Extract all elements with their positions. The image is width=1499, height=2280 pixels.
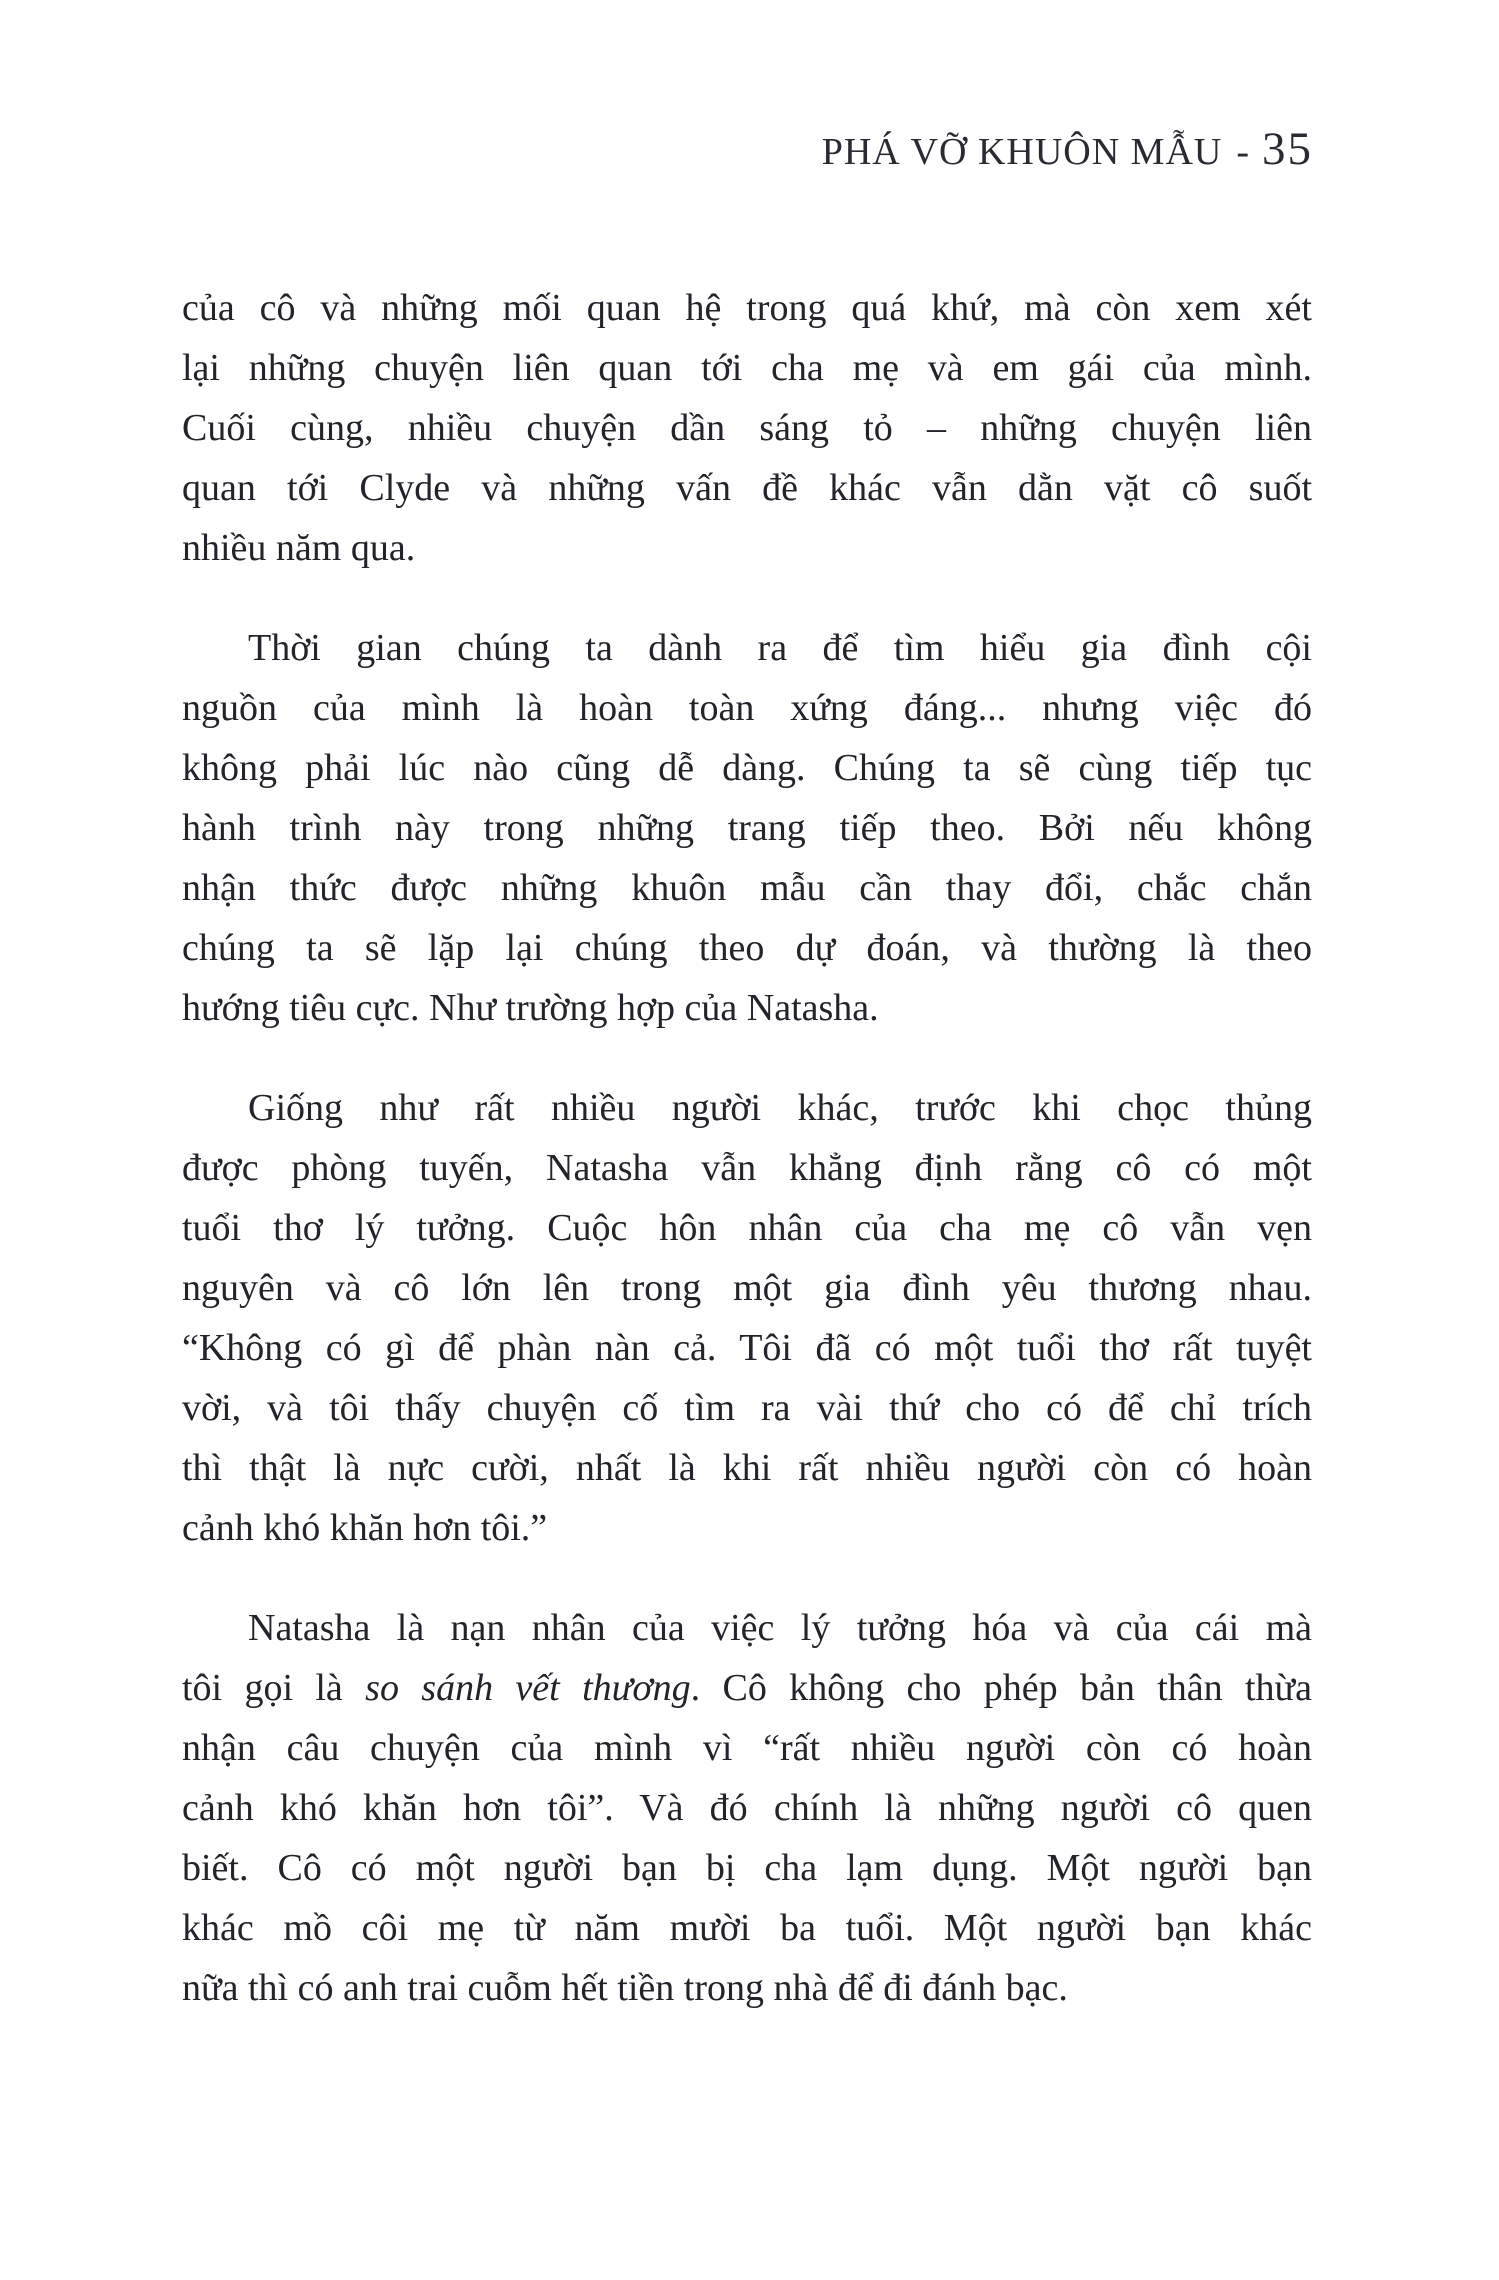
- page-number: 35: [1262, 123, 1313, 175]
- text-segment: lại những chuyện liên quan tới cha mẹ và em gái của mình.: [182, 347, 1312, 389]
- text-segment: hướng tiêu cực. Như trường hợp của Natasha.: [182, 987, 879, 1029]
- text-line: [182, 1378, 1312, 1438]
- text-segment: cảnh khó khăn hơn tôi.”: [182, 1507, 548, 1549]
- paragraph: [182, 618, 1312, 1038]
- text-line: [182, 1718, 1312, 1778]
- paragraph: [182, 1598, 1312, 2018]
- text-segment: “Không có gì để phàn nàn cả. Tôi đã có một tuổi thơ rất tuyệt: [182, 1327, 1312, 1369]
- text-line: [182, 858, 1312, 918]
- paragraph: [182, 278, 1312, 578]
- text-segment: vời, và tôi thấy chuyện cố tìm ra vài thứ cho có để chỉ trích: [182, 1387, 1312, 1429]
- text-segment: quan tới Clyde và những vấn đề khác vẫn dằn vặt cô suốt: [182, 467, 1312, 509]
- text-line: [182, 1138, 1312, 1198]
- text-line: [182, 738, 1312, 798]
- text-segment: tôi gọi là: [182, 1667, 366, 1709]
- text-segment: nhiều năm qua.: [182, 527, 416, 569]
- running-title: PHÁ VỠ KHUÔN MẪU: [821, 131, 1223, 173]
- text-line: [182, 1078, 1312, 1138]
- text-line: [182, 1498, 1312, 1558]
- text-segment: nguồn của mình là hoàn toàn xứng đáng... nhưng việc đó: [182, 687, 1312, 729]
- text-segment: nguyên và cô lớn lên trong một gia đình yêu thương nhau.: [182, 1267, 1312, 1309]
- text-line: [182, 398, 1312, 458]
- text-line: [182, 338, 1312, 398]
- text-segment: nhận thức được những khuôn mẫu cần thay đổi, chắc chắn: [182, 867, 1312, 909]
- text-segment: tuổi thơ lý tưởng. Cuộc hôn nhân của cha mẹ cô vẫn vẹn: [182, 1207, 1312, 1249]
- text-segment: khác mồ côi mẹ từ năm mười ba tuổi. Một người bạn khác: [182, 1907, 1312, 1949]
- text-line: [182, 678, 1312, 738]
- text-line: [182, 518, 1312, 578]
- text-segment: Giống như rất nhiều người khác, trước khi chọc thủng: [248, 1087, 1312, 1129]
- text-segment: Cuối cùng, nhiều chuyện dần sáng tỏ – những chuyện liên: [182, 407, 1312, 449]
- header-separator: -: [1236, 131, 1250, 173]
- text-line: [182, 1838, 1312, 1898]
- text-segment: hành trình này trong những trang tiếp theo. Bởi nếu không: [182, 807, 1312, 849]
- text-line: [182, 618, 1312, 678]
- text-line: [182, 978, 1312, 1038]
- text-line: [182, 1778, 1312, 1838]
- text-segment: Natasha là nạn nhân của việc lý tưởng hóa và của cái mà: [248, 1607, 1312, 1649]
- text-line: [182, 1658, 1312, 1718]
- text-segment: chúng ta sẽ lặp lại chúng theo dự đoán, và thường là theo: [182, 927, 1312, 969]
- text-line: [182, 1258, 1312, 1318]
- text-segment: nữa thì có anh trai cuỗm hết tiền trong nhà để đi đánh bạc.: [182, 1967, 1068, 2009]
- italic-text-segment: so sánh vết thương: [365, 1667, 691, 1709]
- text-segment: thì thật là nực cười, nhất là khi rất nhiều người còn có hoàn: [182, 1447, 1312, 1489]
- text-line: [182, 1598, 1312, 1658]
- text-line: [182, 1438, 1312, 1498]
- text-line: [182, 798, 1312, 858]
- text-line: [182, 1198, 1312, 1258]
- text-line: [182, 1318, 1312, 1378]
- text-line: [182, 458, 1312, 518]
- text-segment: nhận câu chuyện của mình vì “rất nhiều người còn có hoàn: [182, 1727, 1312, 1769]
- text-line: [182, 1898, 1312, 1958]
- paragraph: [182, 1078, 1312, 1558]
- page-header: [822, 122, 1313, 176]
- text-segment: được phòng tuyến, Natasha vẫn khẳng định rằng cô có một: [182, 1147, 1312, 1189]
- text-line: [182, 1958, 1312, 2018]
- text-segment: cảnh khó khăn hơn tôi”. Và đó chính là những người cô quen: [182, 1787, 1312, 1829]
- text-segment: của cô và những mối quan hệ trong quá khứ, mà còn xem xét: [182, 287, 1312, 329]
- text-line: [182, 278, 1312, 338]
- text-line: [182, 918, 1312, 978]
- text-segment: không phải lúc nào cũng dễ dàng. Chúng ta sẽ cùng tiếp tục: [182, 747, 1312, 789]
- body-text: [182, 278, 1312, 2018]
- text-segment: Thời gian chúng ta dành ra để tìm hiểu gia đình cội: [248, 627, 1312, 669]
- text-segment: . Cô không cho phép bản thân thừa: [690, 1667, 1312, 1709]
- text-segment: biết. Cô có một người bạn bị cha lạm dụng. Một người bạn: [182, 1847, 1312, 1889]
